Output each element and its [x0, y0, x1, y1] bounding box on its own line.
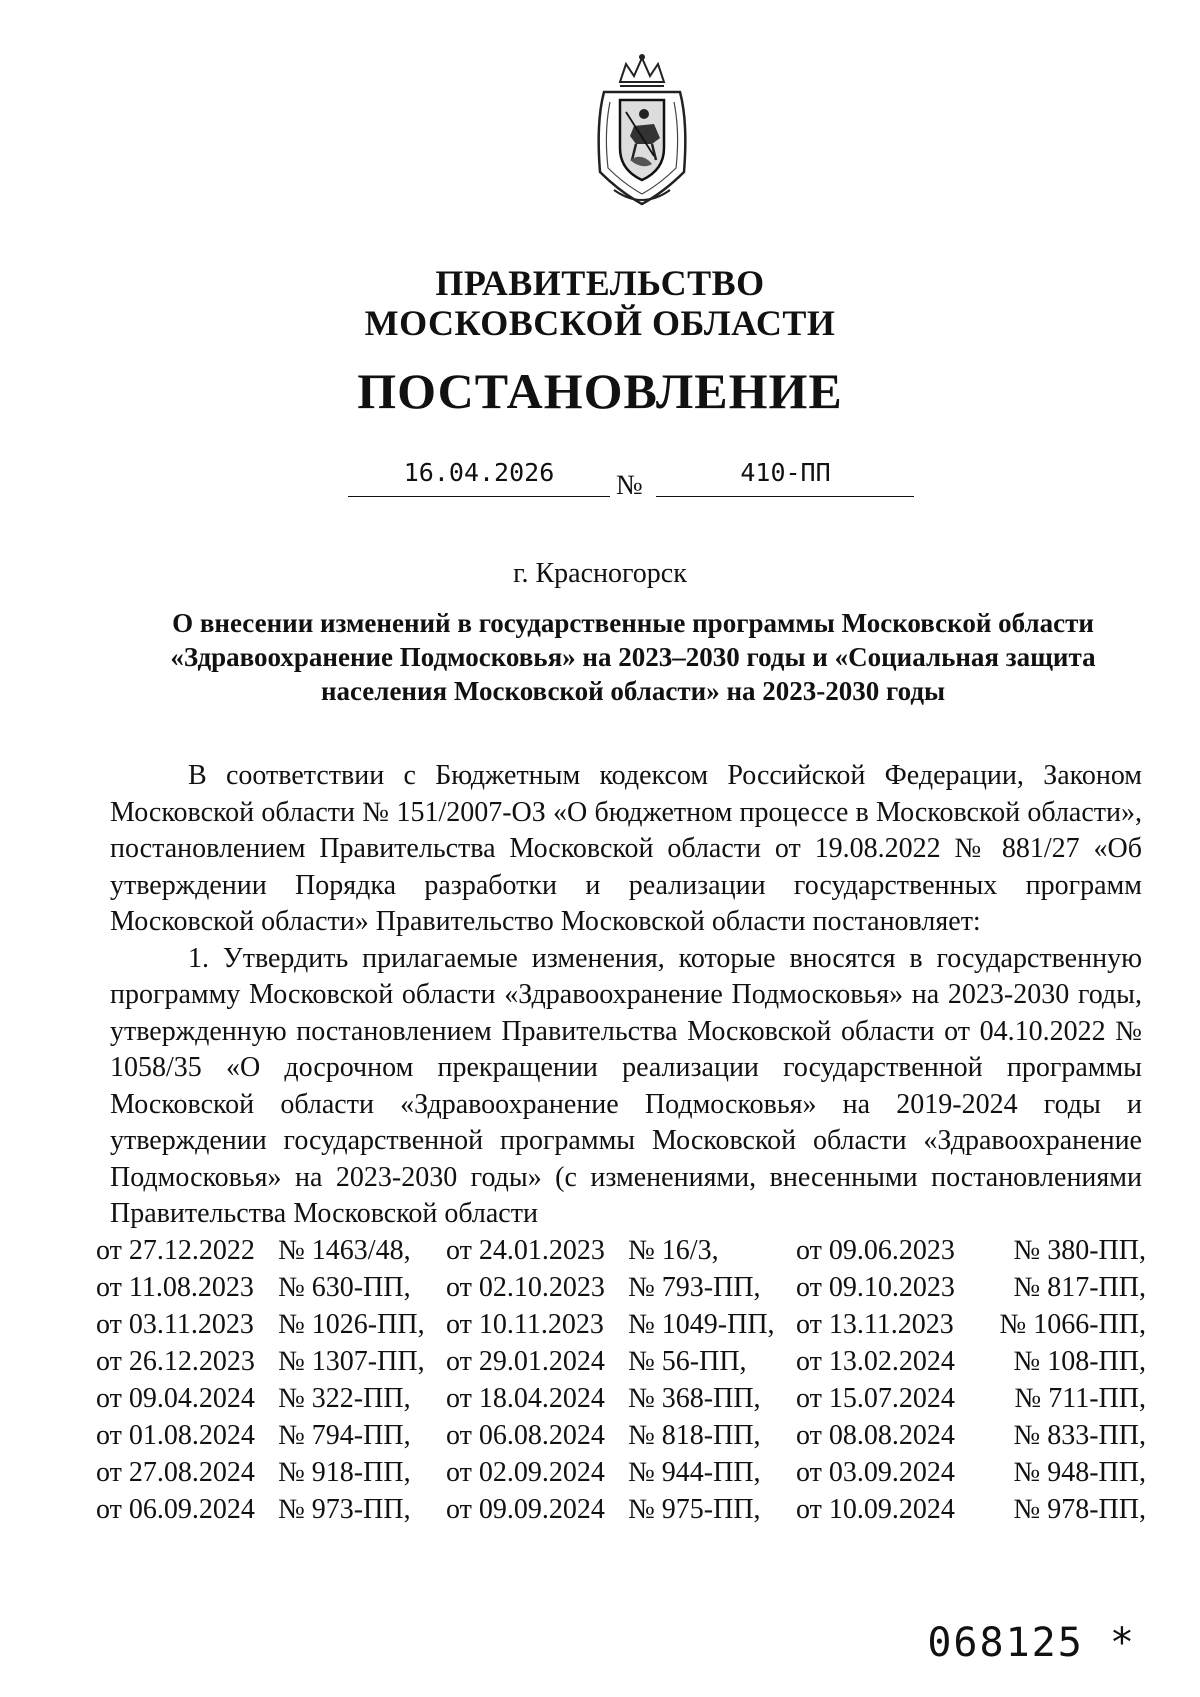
- amendment-date: от 24.01.2023: [445, 1234, 605, 1266]
- amendment-number: № 944-ПП,: [628, 1456, 761, 1488]
- amendment-date: от 10.11.2023: [445, 1308, 604, 1340]
- date-number-line: [348, 458, 908, 504]
- amendment-row: [96, 1232, 1146, 1269]
- amendment-number: № 380-ПП,: [1013, 1234, 1146, 1266]
- document-type: ПОСТАНОВЛЕНИЕ: [357, 363, 843, 419]
- amendment-number: № 794-ПП,: [278, 1419, 411, 1451]
- amendment-row: [96, 1491, 1146, 1528]
- amendment-date: от 09.09.2024: [445, 1493, 605, 1525]
- serial-number: 068125 *: [927, 1620, 1136, 1666]
- amendment-number: № 630-ПП,: [278, 1271, 411, 1303]
- amendment-number: № 56-ПП,: [628, 1345, 747, 1377]
- amendment-date: от 06.09.2024: [96, 1493, 255, 1525]
- amendment-date: от 18.04.2024: [445, 1382, 605, 1414]
- body-paragraph-2: 1. Утвердить прилагаемые изменения, которые вносятся в государственную программу Московской области «Здравоохранение Подмосковья» на 2023-2030 годы, утвержденную постановлением Правительства Московской области от 04.10.2022 № 1058/35 «О досрочном прекращении реализации государственной программы Московской области «Здравоохранение Подмосковья» на 2019-2024 годы и утверждении государственной программы Московской области «Здравоохранение Подмосковья» на 2023-2030 годы» (с изменениями, внесенными постановлениями Правительства Московской области: [110, 942, 1142, 1229]
- amendment-row: [96, 1454, 1146, 1491]
- document-title: О внесении изменений в государственные программы Московской области «Здравоохранение Подмосковья» на 2023–2030 годы и «Социальная защита населения Московской области» на 2023-2030 годы: [170, 608, 1096, 706]
- amendment-number: № 1049-ПП,: [628, 1308, 775, 1340]
- document-number: 410-ПП: [740, 458, 831, 487]
- amendment-date: от 02.10.2023: [445, 1271, 605, 1303]
- amendment-number: № 1463/48,: [278, 1234, 411, 1266]
- amendment-number: № 818-ПП,: [628, 1419, 761, 1451]
- amendment-date: от 08.08.2024: [795, 1419, 955, 1451]
- amendment-number: № 978-ПП,: [1013, 1493, 1146, 1525]
- amendment-number: № 833-ПП,: [1013, 1419, 1146, 1451]
- amendment-date: от 15.07.2024: [795, 1382, 955, 1414]
- amendment-date: от 27.08.2024: [96, 1456, 255, 1488]
- amendment-number: № 973-ПП,: [278, 1493, 411, 1525]
- amendment-date: от 03.09.2024: [795, 1456, 955, 1488]
- amendment-number: № 1307-ПП,: [278, 1345, 425, 1377]
- amendment-date: от 13.02.2024: [795, 1345, 955, 1377]
- amendment-number: № 918-ПП,: [278, 1456, 411, 1488]
- amendment-row: [96, 1306, 1146, 1343]
- amendment-date: от 06.08.2024: [445, 1419, 605, 1451]
- amendment-number: № 108-ПП,: [1013, 1345, 1146, 1377]
- amendment-date: от 13.11.2023: [795, 1308, 954, 1340]
- coat-of-arms-icon: [590, 52, 694, 212]
- date-underline: [348, 496, 610, 497]
- amendment-date: от 29.01.2024: [445, 1345, 605, 1377]
- body-paragraph-1: В соответствии с Бюджетным кодексом Российской Федерации, Законом Московской области № 151/2007-ОЗ «О бюджетном процессе в Московской области», постановлением Правительства Московской области от 19.08.2022 № 881/27 «Об утверждении Порядка разработки и реализации государственных программ Московской области» Правительство Московской области постановляет:: [110, 760, 1142, 937]
- amendment-row: [96, 1269, 1146, 1306]
- amendment-date: от 27.12.2022: [96, 1234, 255, 1266]
- amendment-number: № 368-ПП,: [628, 1382, 761, 1414]
- amendment-number: № 711-ПП,: [1014, 1382, 1146, 1414]
- amendments-table: [96, 1232, 1146, 1528]
- amendment-date: от 03.11.2023: [96, 1308, 254, 1340]
- amendment-date: от 09.06.2023: [795, 1234, 955, 1266]
- document-date: 16.04.2026: [403, 458, 555, 487]
- number-underline: [656, 496, 914, 497]
- amendment-number: № 1026-ПП,: [278, 1308, 425, 1340]
- amendment-date: от 10.09.2024: [795, 1493, 955, 1525]
- amendment-date: от 09.10.2023: [795, 1271, 955, 1303]
- amendment-number: № 817-ПП,: [1013, 1271, 1146, 1303]
- amendment-number: № 322-ПП,: [278, 1382, 411, 1414]
- amendment-date: от 02.09.2024: [445, 1456, 605, 1488]
- number-sign: №: [616, 470, 643, 501]
- amendment-date: от 01.08.2024: [96, 1419, 255, 1451]
- amendment-row: [96, 1343, 1146, 1380]
- amendment-number: № 1066-ПП,: [999, 1308, 1146, 1340]
- org-name-line1: ПРАВИТЕЛЬСТВО: [435, 263, 765, 303]
- amendment-number: № 16/3,: [628, 1234, 719, 1266]
- amendment-date: от 26.12.2023: [96, 1345, 255, 1377]
- amendment-row: [96, 1417, 1146, 1454]
- document-body: [110, 758, 1142, 1233]
- amendment-number: № 948-ПП,: [1013, 1456, 1146, 1488]
- org-name-line2: МОСКОВСКОЙ ОБЛАСТИ: [364, 303, 836, 343]
- amendment-number: № 975-ПП,: [628, 1493, 761, 1525]
- amendment-number: № 793-ПП,: [628, 1271, 761, 1303]
- amendment-row: [96, 1380, 1146, 1417]
- amendment-date: от 09.04.2024: [96, 1382, 255, 1414]
- city: г. Красногорск: [513, 558, 687, 589]
- amendment-date: от 11.08.2023: [96, 1271, 254, 1303]
